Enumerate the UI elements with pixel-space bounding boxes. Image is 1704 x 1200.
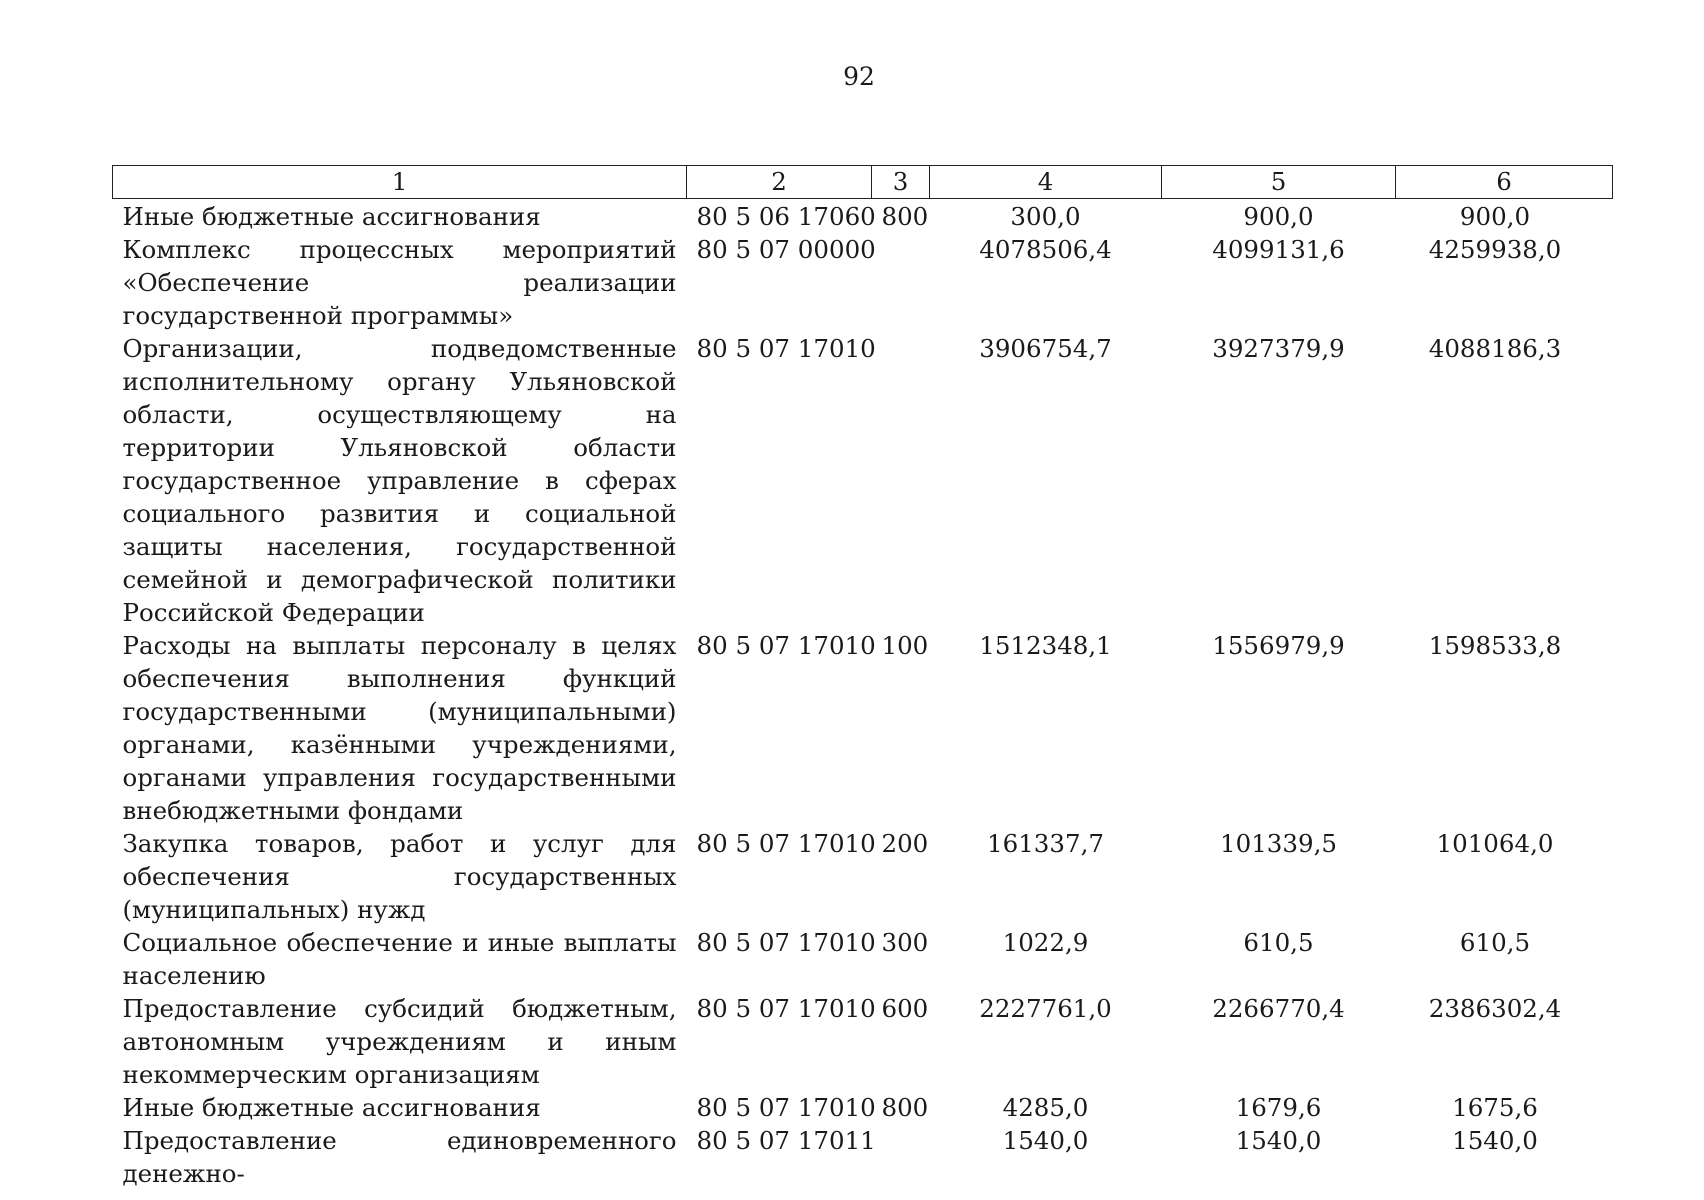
row-value-col4: 300,0 bbox=[1010, 202, 1081, 231]
row-value-col5: 1540,0 bbox=[1235, 1126, 1322, 1155]
row-value-col5: 2266770,4 bbox=[1212, 994, 1345, 1023]
column-header-2: 2 bbox=[687, 166, 872, 199]
row-type: 800 bbox=[881, 202, 929, 231]
row-code: 80 5 07 17010 bbox=[696, 631, 876, 660]
column-header-6: 6 bbox=[1396, 166, 1613, 199]
row-value-col5: 3927379,9 bbox=[1212, 334, 1345, 363]
row-value-col6: 900,0 bbox=[1459, 202, 1531, 231]
table-row bbox=[113, 629, 1613, 827]
row-name: Комплекс процессных мероприятий «Обеспечение реализации государственной программы» bbox=[122, 235, 677, 330]
row-code: 80 5 07 00000 bbox=[696, 235, 876, 264]
row-name: Расходы на выплаты персоналу в целях обеспечения выполнения функций государственными (муниципальными) органами, казёнными учреждениями, органами управления государственными внебюджетными фондами bbox=[122, 631, 677, 825]
table-row bbox=[113, 233, 1613, 332]
row-value-col5: 610,5 bbox=[1243, 928, 1314, 957]
row-code: 80 5 07 17010 bbox=[696, 928, 876, 957]
row-name: Иные бюджетные ассигнования bbox=[122, 202, 541, 231]
row-value-col6: 4088186,3 bbox=[1428, 334, 1562, 363]
row-value-col6: 101064,0 bbox=[1436, 829, 1554, 858]
row-code: 80 5 07 17011 bbox=[696, 1126, 876, 1155]
row-value-col5: 1679,6 bbox=[1235, 1093, 1322, 1122]
page-number: 92 bbox=[843, 62, 875, 91]
row-code: 80 5 06 17060 bbox=[696, 202, 876, 231]
row-value-col4: 3906754,7 bbox=[979, 334, 1112, 363]
row-value-col4: 4078506,4 bbox=[979, 235, 1112, 264]
row-name: Закупка товаров, работ и услуг для обеспечения государственных (муниципальных) нужд bbox=[122, 829, 677, 924]
row-type: 100 bbox=[881, 631, 929, 660]
row-value-col5: 4099131,6 bbox=[1212, 235, 1345, 264]
row-value-col4: 4285,0 bbox=[1002, 1093, 1089, 1122]
row-type bbox=[872, 233, 930, 332]
table-row bbox=[113, 926, 1613, 992]
row-code: 80 5 07 17010 bbox=[696, 829, 876, 858]
row-code: 80 5 07 17010 bbox=[696, 1093, 876, 1122]
table-row bbox=[113, 992, 1613, 1091]
row-value-col6: 1540,0 bbox=[1452, 1126, 1538, 1155]
row-type: 800 bbox=[881, 1093, 929, 1122]
table-row bbox=[113, 1091, 1613, 1124]
row-value-col4: 1540,0 bbox=[1002, 1126, 1089, 1155]
budget-table bbox=[112, 165, 1613, 1190]
row-name: Предоставление субсидий бюджетным, автономным учреждениям и иным некоммерческим организациям bbox=[122, 994, 677, 1089]
table-row bbox=[113, 332, 1613, 629]
row-type: 300 bbox=[881, 928, 929, 957]
row-type bbox=[872, 1124, 930, 1190]
row-code: 80 5 07 17010 bbox=[696, 994, 876, 1023]
row-value-col5: 900,0 bbox=[1243, 202, 1314, 231]
row-type: 600 bbox=[881, 994, 929, 1023]
row-name: Социальное обеспечение и иные выплаты населению bbox=[122, 928, 677, 990]
row-name: Организации, подведомственные исполнительному органу Ульяновской области, осуществляющему на территории Ульяновской области государственное управление в сферах социального развития и социальной защиты населения, государственной семейной и демографической политики Российской Федерации bbox=[122, 334, 677, 627]
row-value-col6: 4259938,0 bbox=[1428, 235, 1562, 264]
table-header-row bbox=[113, 166, 1613, 199]
row-value-col4: 2227761,0 bbox=[979, 994, 1112, 1023]
column-header-4: 4 bbox=[930, 166, 1162, 199]
row-value-col5: 101339,5 bbox=[1220, 829, 1337, 858]
row-value-col6: 1598533,8 bbox=[1428, 631, 1562, 660]
row-value-col6: 610,5 bbox=[1459, 928, 1531, 957]
column-header-3: 3 bbox=[872, 166, 930, 199]
row-value-col4: 1512348,1 bbox=[979, 631, 1112, 660]
row-value-col5: 1556979,9 bbox=[1212, 631, 1345, 660]
column-header-1: 1 bbox=[113, 166, 687, 199]
table-row bbox=[113, 199, 1613, 234]
row-name: Иные бюджетные ассигнования bbox=[122, 1093, 541, 1122]
table-row bbox=[113, 1124, 1613, 1190]
row-type: 200 bbox=[881, 829, 929, 858]
row-type bbox=[872, 332, 930, 629]
column-header-5: 5 bbox=[1162, 166, 1396, 199]
row-value-col6: 1675,6 bbox=[1452, 1093, 1538, 1122]
row-value-col4: 161337,7 bbox=[987, 829, 1104, 858]
row-value-col6: 2386302,4 bbox=[1428, 994, 1562, 1023]
row-name: Предоставление единовременного денежно- bbox=[122, 1126, 677, 1188]
row-value-col4: 1022,9 bbox=[1002, 928, 1089, 957]
table-row bbox=[113, 827, 1613, 926]
row-code: 80 5 07 17010 bbox=[696, 334, 876, 363]
